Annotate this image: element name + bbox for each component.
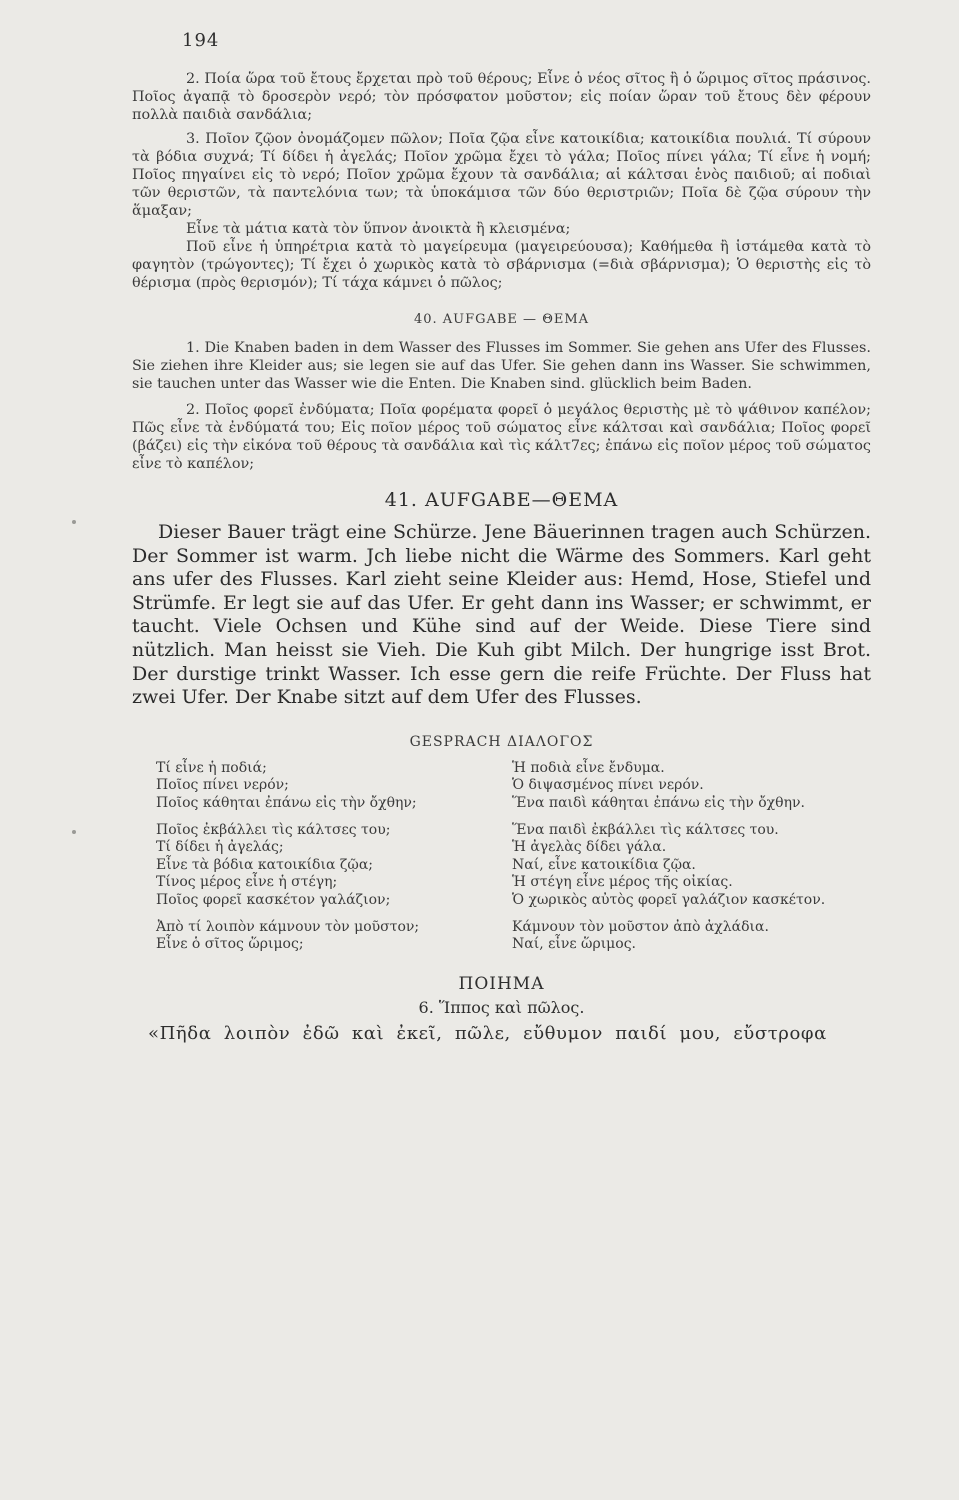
dialog-question: Εἶνε τὰ βόδια κατοικίδια ζῷα; [156, 856, 374, 873]
dialog-group [148, 760, 868, 812]
dialog-question: Τί εἶνε ἡ ποδιά; [156, 759, 267, 776]
dialog-row [148, 857, 868, 874]
dialog-answer: Ὁ διψασμένος πίνει νερόν. [512, 777, 704, 794]
dialog-row [148, 777, 868, 794]
dialog-answer: Ἕνα παιδὶ κάθηται ἐπάνω εἰς τὴν ὄχθην. [512, 794, 805, 811]
intro-paragraph-2: 2. Ποία ὥρα τοῦ ἔτους ἔρχεται πρὸ τοῦ θέρους; Εἶνε ὁ νέος σῖτος ἢ ὁ ὥριμος σῖτος πράσινος. Ποῖος ἀγαπᾷ τὸ δροσερὸν νερό; τὸν πρόσφατον μοῦστον; εἰς ποίαν ὥραν τοῦ ἔτους δὲν φέρουν πολλὰ παιδιὰ σανδάλια; [132, 71, 871, 123]
dialog-question: Ποῖος φορεῖ κασκέτον γαλάζιον; [156, 891, 391, 908]
dialog-answer: Ἡ ποδιὰ εἶνε ἔνδυμα. [512, 759, 665, 776]
section-40-paragraph-2: 2. Ποῖος φορεῖ ἐνδύματα; Ποῖα φορέματα φορεῖ ὁ μεγάλος θεριστὴς μὲ τὸ ψάθινον καπέλον; Πῶς εἶνε τὰ ἐνδύματά του; Εἰς ποῖον μέρος τοῦ σώματος εἶνε κάλτσαι καὶ σανδάλια; Ποῖος φορεῖ (βάζει) εἰς τὴν εἰκόνα τοῦ θέρους τὰ σανδάλια καὶ τὶς κάλτ7ες; ἐπάνω εἰς ποῖον μέρος τοῦ σώματος εἶνε τὸ καπέλον; [132, 402, 871, 472]
intro-paragraph-3: 3. Ποῖον ζῷον ὀνομάζομεν πῶλον; Ποῖα ζῷα εἶνε κατοικίδια; κατοικίδια πουλιά. Τί σύρουν τὰ βόδια συχνά; Τί δίδει ἡ ἀγελάς; Ποῖον χρῶμα ἔχει τὸ γάλα; Ποῖος πίνει γάλα; Τί εἶνε ἡ νομή; Ποῖος πηγαίνει εἰς τὸ νερό; Ποῖον χρῶμα ἔχουν τὰ σανδάλια; αἱ κάλτσαι ἑνὸς παιδιοῦ; αἱ ποδιαὶ τῶν θεριστῶν, τὰ παντελόνια των; τὰ ὑποκάμισα τῶν δύο θεριστριῶν; Ποῖα δὲ ζῷα σύρουν τὴν ἅμαξαν; [132, 131, 871, 219]
page-number: 194 [182, 30, 220, 51]
dialog-row [148, 839, 868, 856]
dialog-title: GESPRACH ΔΙΑΛΟΓΟΣ [409, 733, 594, 750]
dialog-group [148, 919, 868, 954]
dialog-question: Εἶνε ὁ σῖτος ὥριμος; [156, 936, 304, 953]
section-41-text: Dieser Bauer trägt eine Schürze. Jene Bäuerinnen tragen auch Schürzen. Der Sommer ist warm. Jch liebe nicht die Wärme des Sommers. Karl geht ans ufer des Flusses. Karl zieht seine Kleider aus: Hemd, Hose, Stiefel und Strümfe. Er legt sie auf das Ufer. Er geht dann ins Wasser; er schwimmt, er taucht. Viele Ochsen und Kühe sind auf der Weide. Diese Tiere sind nützlich. Man heisst sie Vieh. Die Kuh gibt Milch. Der hungrige isst Brot. Der durstige trinkt Wasser. Ich esse gern die reife Früchte. Der Fluss hat zwei Ufer. Der Knabe sitzt auf dem Ufer des Flusses. [132, 521, 871, 709]
section-40-title: 40. AUFGABE — ΘΕΜΑ [413, 312, 590, 327]
dialog-row [148, 795, 868, 812]
dialog-question: Ποῖος κάθηται ἐπάνω εἰς τὴν ὄχθην; [156, 794, 417, 811]
dialog-answer: Ναί, εἶνε κατοικίδια ζῷα. [512, 856, 696, 873]
poem-title: ΠΟΙΗΜΑ [458, 973, 545, 994]
dialog-answer: Ὁ χωρικὸς αὐτὸς φορεῖ γαλάζιον κασκέτον. [512, 891, 826, 908]
dialog-question: Ποῖος πίνει νερόν; [156, 777, 289, 794]
dialog-answer: Κάμνουν τὸν μοῦστον ἀπὸ ἀχλάδια. [512, 919, 769, 935]
dialog-row [148, 822, 868, 839]
dialog-question: Ποῖος ἐκβάλλει τὶς κάλτσες του; [156, 821, 391, 838]
dialog-answer: Ἕνα παιδὶ ἐκβάλλει τὶς κάλτσες του. [512, 821, 779, 838]
section-40-paragraph-1: 1. Die Knaben baden in dem Wasser des Flusses im Sommer. Sie gehen ans Ufer des Flusses. Sie ziehen ihre Kleider aus; sie legen sie auf das Ufer. Sie gehen dann ins Wasser. Sie schwimmen, sie tauchen unter das Wasser wie die Enten. Die Knaben sind. glücklich beim Baden. [132, 340, 871, 392]
intro-block [132, 30, 871, 292]
dialog-question: Τίνος μέρος εἶνε ἡ στέγη; [156, 874, 338, 891]
intro-paragraph-servant: Ποῦ εἶνε ἡ ὑπηρέτρια κατὰ τὸ μαγείρευμα (μαγειρεύουσα); Καθήμεθα ἢ ἱστάμεθα κατὰ τὸ φαγητὸν (τρώγοντες); Τί ἔχει ὁ χωρικὸς κατὰ τὸ σβάρνισμα (=διὰ σβάρνισμα); Ὁ θεριστὴς εἰς τὸ θέρισμα (πρὸς θερισμόν); Τί τάχα κάμνει ὁ πῶλος; [132, 239, 871, 291]
dialog-row [148, 760, 868, 777]
poem-subtitle: 6. Ἵππος καὶ πῶλος. [418, 997, 585, 1017]
section-41-title: 41. AUFGABE—ΘΕΜΑ [384, 489, 619, 511]
margin-dot-mark [72, 830, 76, 834]
dialog-group [148, 822, 868, 909]
dialog-table [148, 760, 868, 954]
intro-paragraph-eyes: Εἶνε τὰ μάτια κατὰ τὸν ὕπνον ἀνοικτὰ ἢ κλεισμένα; [186, 221, 571, 237]
dialog-row [148, 936, 868, 953]
margin-dot-mark [72, 520, 76, 524]
dialog-question: Ἀπὸ τί λοιπὸν κάμνουν τὸν μοῦστον; [156, 919, 420, 935]
dialog-row [148, 874, 868, 891]
dialog-row [148, 919, 868, 936]
dialog-question: Τί δίδει ἡ ἀγελάς; [156, 839, 284, 856]
dialog-answer: Ἡ στέγη εἶνε μέρος τῆς οἰκίας. [512, 874, 733, 891]
dialog-row [148, 892, 868, 909]
dialog-answer: Ἡ ἀγελὰς δίδει γάλα. [512, 839, 667, 856]
poem-line: «Πῆδα λοιπὸν ἐδῶ καὶ ἐκεῖ, πῶλε, εὔθυμον παιδί μου, εὔστροφα [148, 1022, 827, 1044]
dialog-answer: Ναί, εἶνε ὥριμος. [512, 936, 637, 953]
